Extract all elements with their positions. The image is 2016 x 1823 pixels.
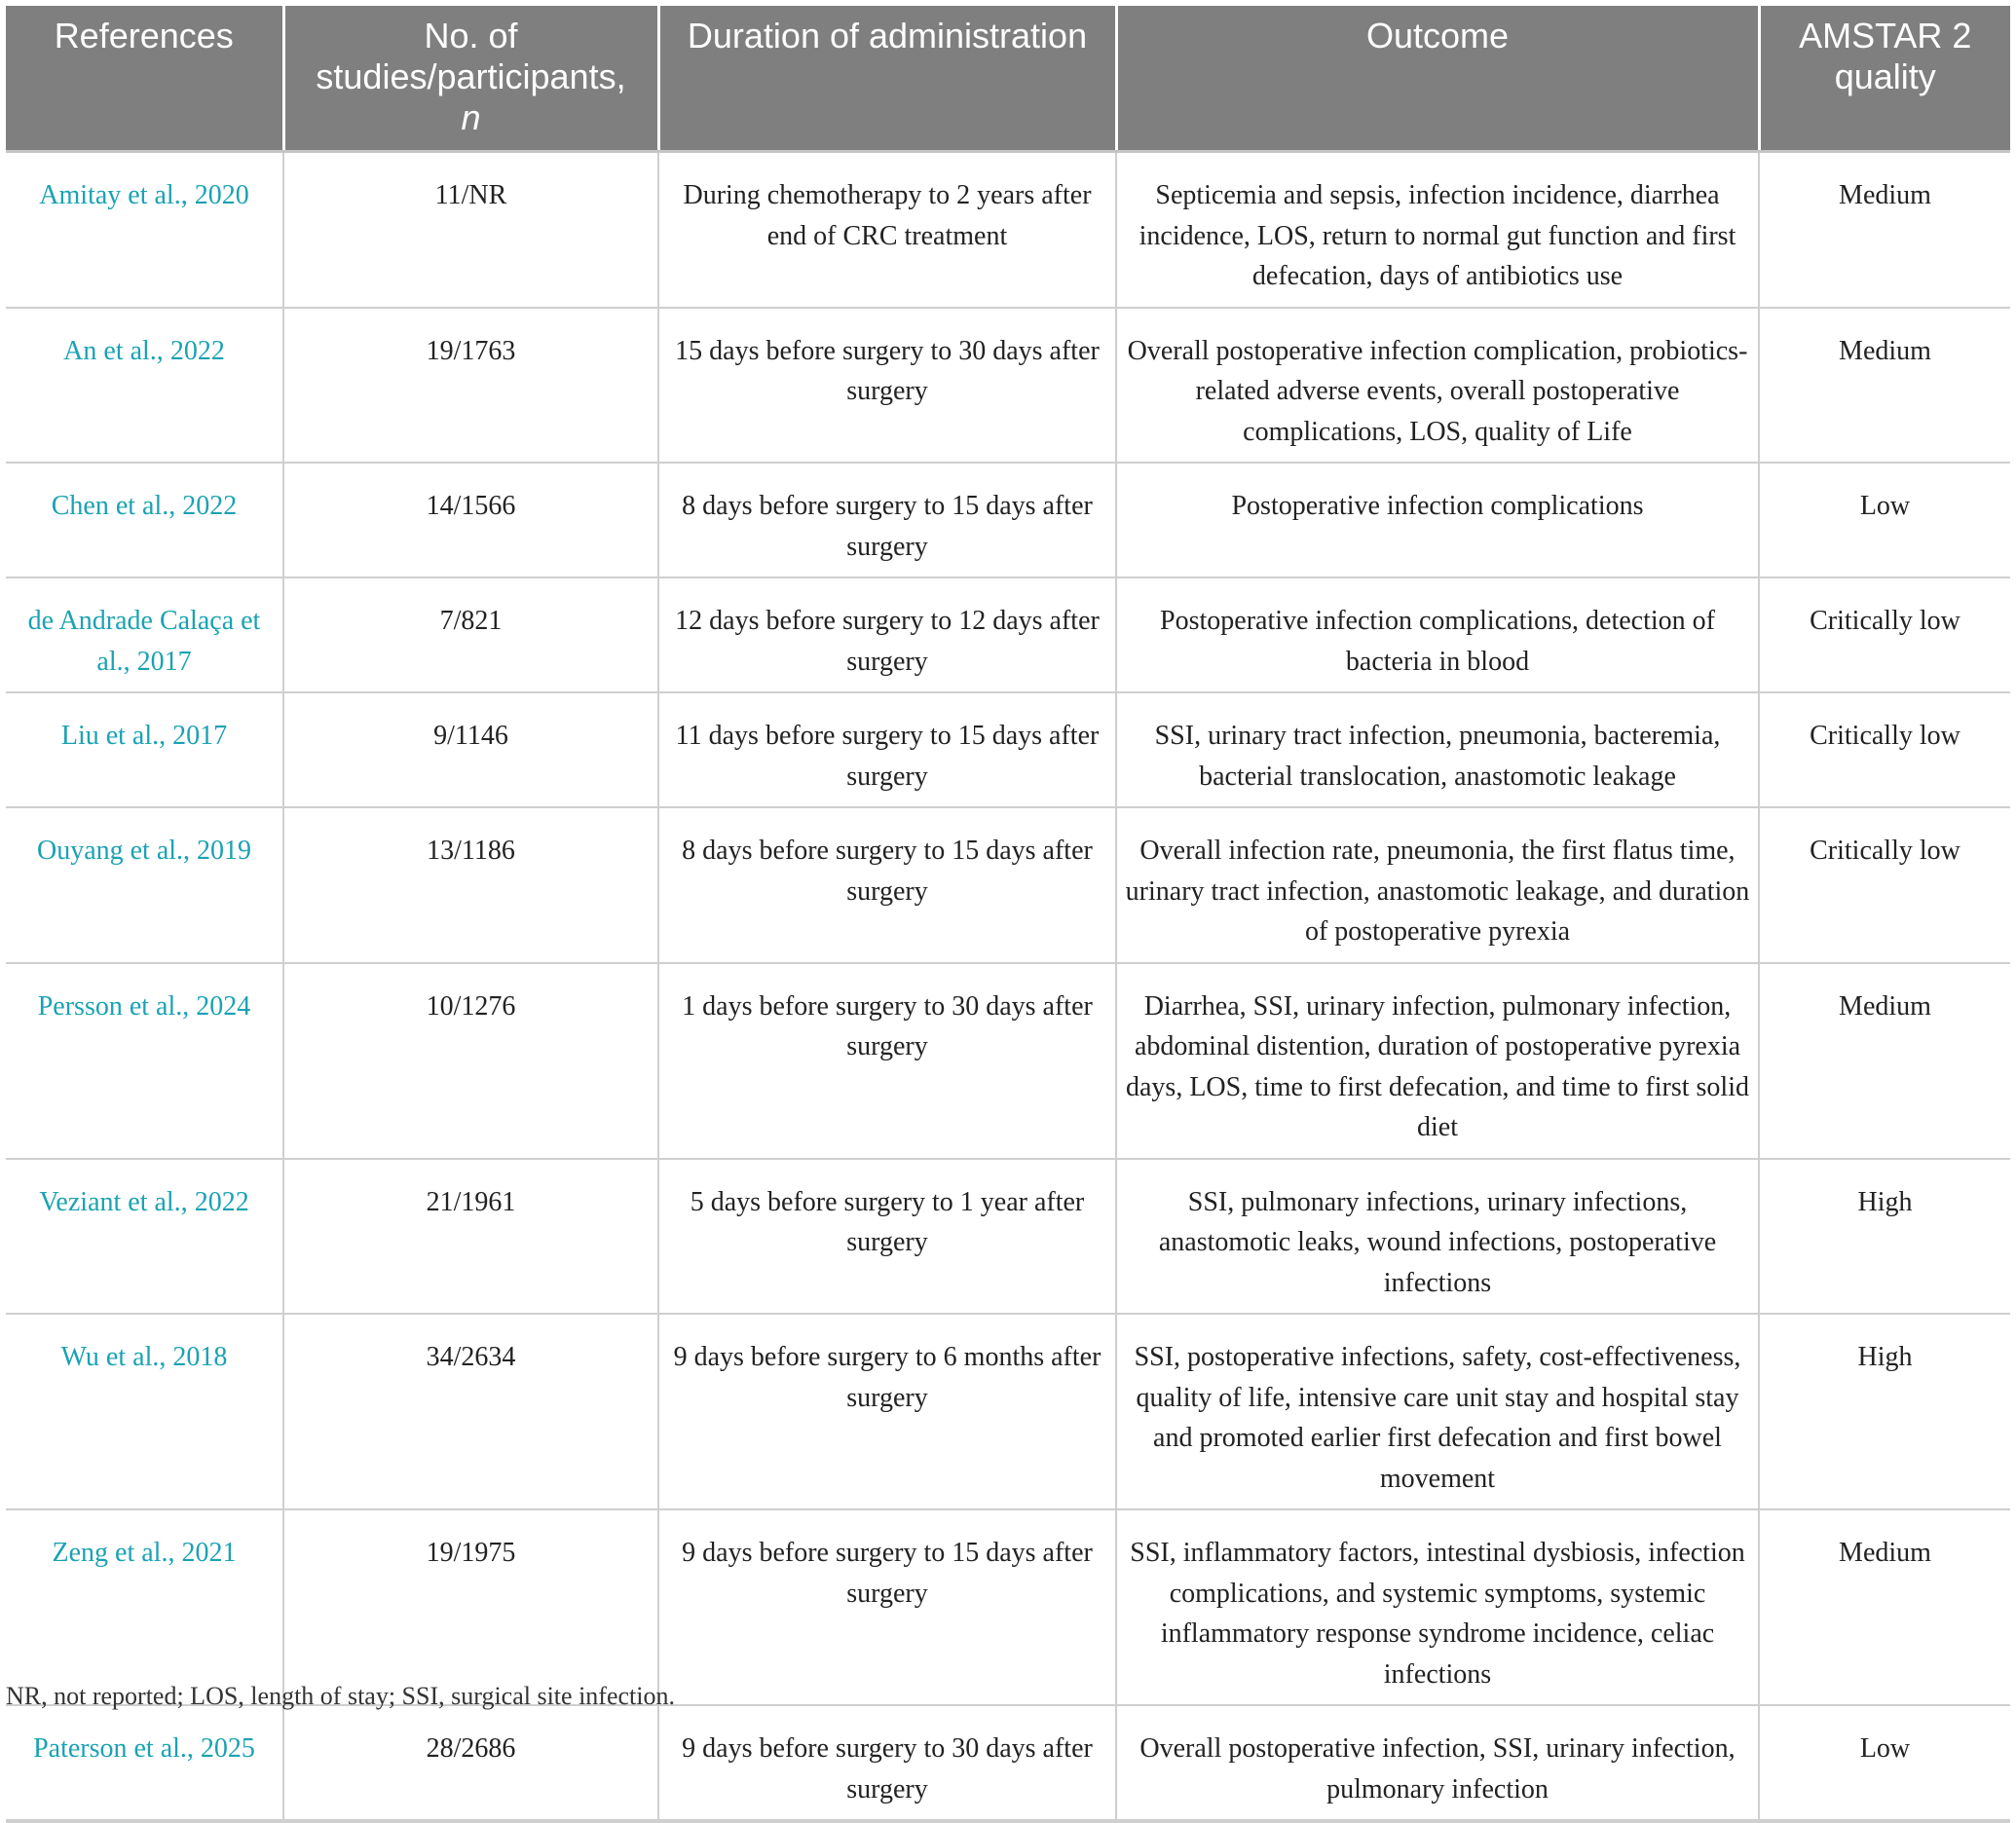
cell-quality: Medium (1759, 152, 2010, 308)
cell-duration: 9 days before surgery to 15 days after surgery (658, 1509, 1116, 1705)
reference-author-link[interactable]: Paterson et al., (33, 1733, 194, 1764)
cell-reference (6, 152, 283, 308)
cell-duration: 9 days before surgery to 30 days after surgery (658, 1705, 1116, 1821)
reference-year-link[interactable]: 2018 (172, 1342, 228, 1372)
table-footnote: NR, not reported; LOS, length of stay; SSI, surgical site infection. (6, 1682, 675, 1710)
table-container (6, 6, 2010, 1823)
cell-quality: Medium (1759, 963, 2010, 1159)
cell-duration: 8 days before surgery to 15 days after surgery (658, 463, 1116, 577)
cell-reference (6, 807, 283, 963)
cell-reference (6, 308, 283, 464)
cell-reference (6, 1159, 283, 1315)
cell-studies: 34/2634 (283, 1314, 658, 1509)
cell-studies: 11/NR (283, 152, 658, 308)
cell-quality: High (1759, 1159, 2010, 1315)
header-studies-line1: No. of (424, 16, 518, 56)
header-studies-line2: studies/participants, (316, 56, 626, 96)
table-row (6, 308, 2010, 464)
table-row (6, 1314, 2010, 1509)
cell-studies: 9/1146 (283, 692, 658, 807)
reference-year-link[interactable]: 2022 (194, 1186, 249, 1217)
cell-quality: Critically low (1759, 577, 2010, 692)
cell-quality: Low (1759, 1705, 2010, 1821)
cell-studies: 7/821 (283, 577, 658, 692)
cell-studies: 19/1975 (283, 1509, 658, 1705)
header-amstar (1759, 6, 2010, 152)
cell-duration: 1 days before surgery to 30 days after surgery (658, 963, 1116, 1159)
reference-year-link[interactable]: 2022 (169, 335, 225, 366)
table-row (6, 577, 2010, 692)
cell-quality: Medium (1759, 1509, 2010, 1705)
cell-outcome: SSI, urinary tract infection, pneumonia, bacteremia, bacterial translocation, anastomotic leakage (1116, 692, 1759, 807)
cell-studies: 28/2686 (283, 1705, 658, 1821)
cell-studies: 13/1186 (283, 807, 658, 963)
cell-reference (6, 963, 283, 1159)
cell-outcome: Overall infection rate, pneumonia, the first flatus time, urinary tract infection, anastomotic leakage, and duration of postoperative pyrexia (1116, 807, 1759, 963)
reference-author-link[interactable]: de Andrade Calaça et al., (27, 606, 261, 677)
cell-duration: 11 days before surgery to 15 days after surgery (658, 692, 1116, 807)
reference-author-link[interactable]: Amitay et al., (39, 180, 188, 210)
table-header (6, 6, 2010, 152)
cell-duration: 5 days before surgery to 1 year after surgery (658, 1159, 1116, 1315)
cell-outcome: Diarrhea, SSI, urinary infection, pulmonary infection, abdominal distention, duration of postoperative pyrexia days, LOS, time to first defecation, and time to first solid diet (1116, 963, 1759, 1159)
cell-quality: Low (1759, 463, 2010, 577)
cell-outcome: SSI, postoperative infections, safety, cost-effectiveness, quality of life, intensive care unit stay and hospital stay and promoted earlier first defecation and first bowel movement (1116, 1314, 1759, 1509)
review-table (6, 6, 2010, 1823)
reference-year-link[interactable]: 2022 (182, 491, 238, 521)
cell-studies: 14/1566 (283, 463, 658, 577)
reference-author-link[interactable]: Veziant et al., (39, 1186, 188, 1217)
cell-duration: During chemotherapy to 2 years after end of CRC treatment (658, 152, 1116, 308)
cell-reference (6, 1705, 283, 1821)
table-row (6, 463, 2010, 577)
cell-duration: 12 days before surgery to 12 days after surgery (658, 577, 1116, 692)
cell-quality: Medium (1759, 308, 2010, 464)
reference-author-link[interactable]: Ouyang et al., (36, 836, 191, 866)
table-row (6, 1159, 2010, 1315)
header-amstar-line1: AMSTAR 2 (1799, 16, 1972, 56)
table-row (6, 1509, 2010, 1705)
reference-author-link[interactable]: Chen et al., (51, 491, 176, 521)
header-outcome: Outcome (1116, 6, 1759, 152)
reference-author-link[interactable]: Liu et al., (60, 721, 167, 751)
cell-reference (6, 463, 283, 577)
reference-author-link[interactable]: Wu et al., (60, 1342, 167, 1372)
cell-duration: 8 days before surgery to 15 days after surgery (658, 807, 1116, 963)
cell-outcome: Septicemia and sepsis, infection incidence, diarrhea incidence, LOS, return to normal gut function and first defecation, days of antibiotics use (1116, 152, 1759, 308)
header-studies (283, 6, 658, 152)
table-row (6, 963, 2010, 1159)
cell-reference (6, 1314, 283, 1509)
cell-quality: Critically low (1759, 807, 2010, 963)
cell-studies: 21/1961 (283, 1159, 658, 1315)
reference-year-link[interactable]: 2017 (172, 721, 228, 751)
table-body (6, 152, 2010, 1822)
header-row (6, 6, 2010, 152)
reference-year-link[interactable]: 2019 (197, 836, 252, 866)
reference-author-link[interactable]: Zeng et al., (52, 1538, 175, 1568)
reference-author-link[interactable]: Persson et al., (37, 990, 190, 1022)
header-studies-n: n (461, 97, 481, 137)
table-row (6, 807, 2010, 963)
cell-quality: Critically low (1759, 692, 2010, 807)
cell-outcome: SSI, inflammatory factors, intestinal dysbiosis, infection complications, and systemic symptoms, systemic inflammatory response syndrome incidence, celiac infections (1116, 1509, 1759, 1705)
cell-outcome: Postoperative infection complications (1116, 463, 1759, 577)
cell-outcome: SSI, pulmonary infections, urinary infections, anastomotic leaks, wound infections, postoperative infections (1116, 1159, 1759, 1315)
table-row (6, 692, 2010, 807)
cell-duration: 9 days before surgery to 6 months after surgery (658, 1314, 1116, 1509)
cell-reference (6, 1509, 283, 1705)
cell-studies: 10/1276 (283, 963, 658, 1159)
table-row (6, 152, 2010, 308)
reference-year-link[interactable]: 2024 (196, 990, 251, 1022)
header-amstar-line2: quality (1834, 56, 1936, 96)
cell-reference (6, 577, 283, 692)
cell-studies: 19/1763 (283, 308, 658, 464)
cell-quality: High (1759, 1314, 2010, 1509)
cell-outcome: Postoperative infection complications, detection of bacteria in blood (1116, 577, 1759, 692)
cell-reference (6, 692, 283, 807)
cell-outcome: Overall postoperative infection complication, probiotics-related adverse events, overall postoperative complications, LOS, quality of Life (1116, 308, 1759, 464)
reference-year-link[interactable]: 2021 (181, 1538, 237, 1568)
header-references: References (6, 6, 283, 152)
reference-author-link[interactable]: An et al., (63, 335, 164, 366)
reference-year-link[interactable]: 2020 (194, 180, 249, 210)
cell-duration: 15 days before surgery to 30 days after surgery (658, 308, 1116, 464)
header-duration: Duration of administration (658, 6, 1116, 152)
table-row (6, 1705, 2010, 1821)
reference-year-link[interactable]: 2017 (136, 646, 192, 677)
reference-year-link[interactable]: 2025 (200, 1733, 255, 1764)
cell-outcome: Overall postoperative infection, SSI, urinary infection, pulmonary infection (1116, 1705, 1759, 1821)
